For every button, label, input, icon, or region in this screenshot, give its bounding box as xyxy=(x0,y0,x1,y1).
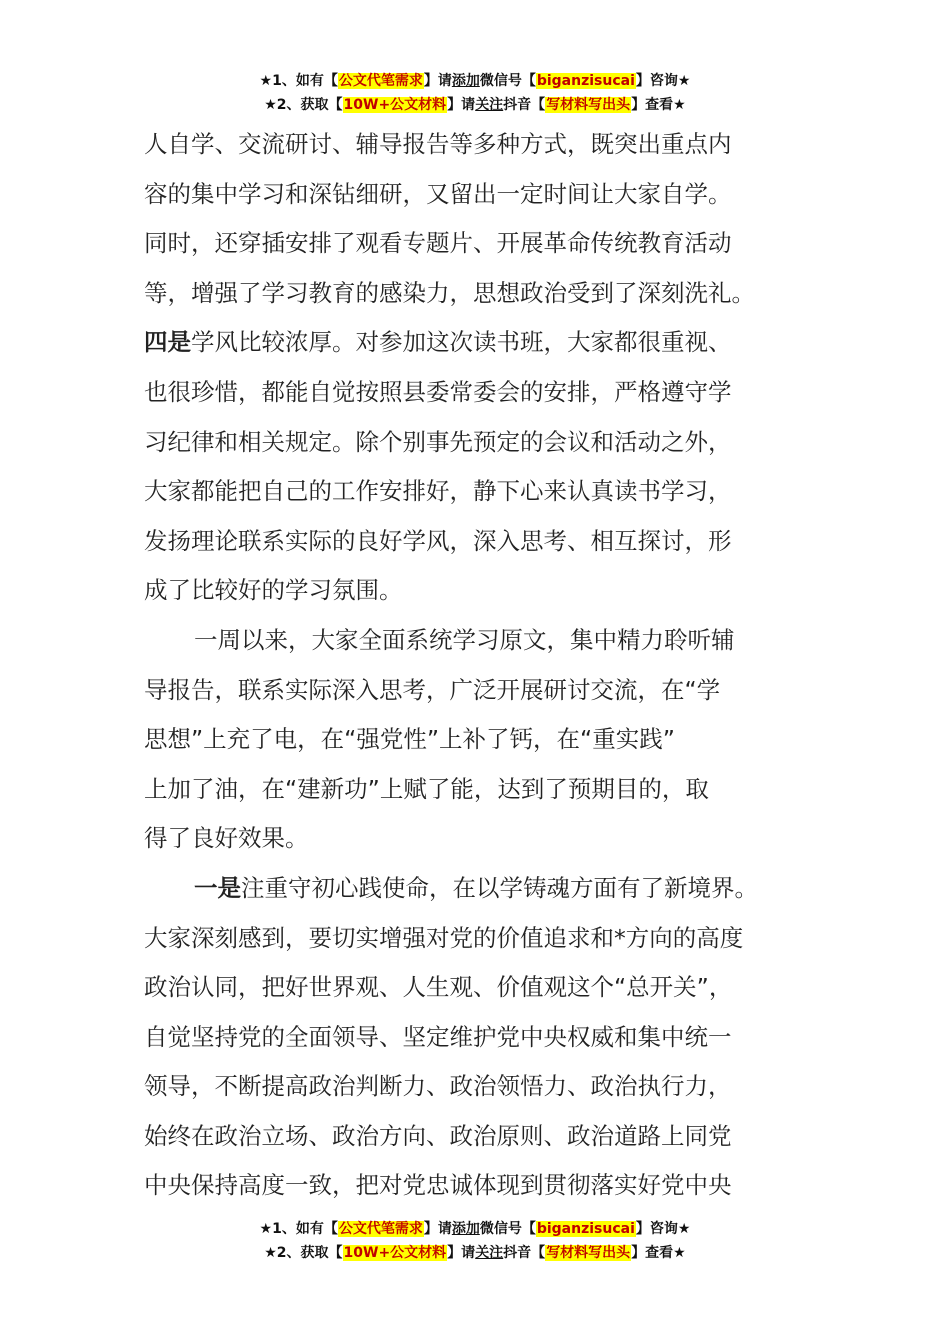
point-one-label: 一是 xyxy=(194,873,241,902)
body-line: 成了比较好的学习氛围。 xyxy=(144,576,403,605)
promo-line-1-prefix: ★1、如有【 xyxy=(259,1221,338,1237)
promo-line-2-mid2: 抖音【 xyxy=(503,1245,546,1261)
body-line: 同时，还穿插安排了观看专题片、开展革命传统教育活动 xyxy=(144,229,732,258)
promo-highlight-wechat-id: biganzisucai xyxy=(536,73,635,89)
promo-underline-add: 添加 xyxy=(451,73,480,89)
promo-line-2-mid: 】请 xyxy=(447,1245,476,1261)
point-four-label: 四是 xyxy=(144,328,191,357)
body-line: 容的集中学习和深钻细研，又留出一定时间让大家自学。 xyxy=(144,179,732,208)
body-line: 发扬理论联系实际的良好学风，深入思考、相互探讨，形 xyxy=(144,526,732,555)
promo-highlight-douyin: 写材料写出头 xyxy=(546,97,631,113)
promo-line-2-mid2: 抖音【 xyxy=(503,97,546,113)
body-line: 上加了油，在“建新功”上赋了能，达到了预期目的，取 xyxy=(144,774,709,803)
promo-underline-follow: 关注 xyxy=(475,1245,504,1261)
promo-line-2-suffix: 】查看★ xyxy=(631,97,686,113)
promo-underline-follow: 关注 xyxy=(475,97,504,113)
promo-highlight-wechat-id: biganzisucai xyxy=(536,1221,635,1237)
body-line: 自觉坚持党的全面领导、坚定维护党中央权威和集中统一 xyxy=(144,1022,732,1051)
bottom-promo-banner xyxy=(0,1217,950,1265)
promo-line-1-suffix: 】咨询★ xyxy=(635,1221,691,1237)
promo-highlight-service: 公文代笔需求 xyxy=(338,73,423,89)
promo-highlight-materials: 10W+公文材料 xyxy=(343,97,447,113)
body-line: 始终在政治立场、政治方向、政治原则、政治道路上同党 xyxy=(144,1121,732,1150)
paragraph-six-text: 注重守初心践使命，在以学铸魂方面有了新境界。 xyxy=(241,873,758,902)
promo-line-1 xyxy=(0,1217,950,1241)
document-body xyxy=(144,120,809,1211)
body-line: 大家都能把自己的工作安排好，静下心来认真读书学习， xyxy=(144,477,732,506)
promo-line-1-mid: 】请 xyxy=(423,73,452,89)
promo-highlight-service: 公文代笔需求 xyxy=(338,1221,423,1237)
promo-line-2 xyxy=(0,93,950,117)
promo-line-2-prefix: ★2、获取【 xyxy=(264,97,343,113)
promo-highlight-douyin: 写材料写出头 xyxy=(546,1245,631,1261)
body-line: 人自学、交流研讨、辅导报告等多种方式，既突出重点内 xyxy=(144,130,732,158)
promo-line-2-suffix: 】查看★ xyxy=(631,1245,686,1261)
promo-line-2-mid: 】请 xyxy=(447,97,476,113)
paragraph-five-first-line: 一周以来，大家全面系统学习原文，集中精力聆听辅 xyxy=(194,625,735,654)
promo-line-1-suffix: 】咨询★ xyxy=(635,73,691,89)
promo-line-1-mid2: 微信号【 xyxy=(479,1221,536,1237)
promo-line-2 xyxy=(0,1241,950,1265)
body-line: 中央保持高度一致，把对党忠诚体现到贯彻落实好党中央 xyxy=(144,1171,732,1200)
body-line: 等，增强了学习教育的感染力，思想政治受到了深刻洗礼。 xyxy=(144,278,755,307)
body-line: 也很珍惜，都能自觉按照县委常委会的安排，严格遵守学 xyxy=(144,377,732,406)
promo-highlight-materials: 10W+公文材料 xyxy=(343,1245,447,1261)
promo-line-1-mid: 】请 xyxy=(423,1221,452,1237)
promo-line-1-mid2: 微信号【 xyxy=(479,73,536,89)
promo-underline-add: 添加 xyxy=(451,1221,480,1237)
body-line: 导报告，联系实际深入思考，广泛开展研讨交流，在“学 xyxy=(144,675,721,704)
promo-line-1 xyxy=(0,69,950,93)
promo-line-2-prefix: ★2、获取【 xyxy=(264,1245,343,1261)
body-line: 习纪律和相关规定。除个别事先预定的会议和活动之外， xyxy=(144,427,732,456)
body-line: 思想”上充了电，在“强党性”上补了钙，在“重实践” xyxy=(144,725,675,754)
body-line: 大家深刻感到，要切实增强对党的价值追求和*方向的高度 xyxy=(144,923,744,952)
body-line: 政治认同，把好世界观、人生观、价值观这个“总开关”， xyxy=(144,973,733,1002)
body-line: 领导，不断提高政治判断力、政治领悟力、政治执行力， xyxy=(144,1072,732,1101)
paragraph-four-first-line xyxy=(144,318,809,368)
paragraph-four-text: 学风比较浓厚。对参加这次读书班，大家都很重视、 xyxy=(191,328,732,357)
top-promo-banner xyxy=(0,69,950,117)
body-line: 得了良好效果。 xyxy=(144,824,309,853)
paragraph-six-first-line xyxy=(144,864,809,914)
promo-line-1-prefix: ★1、如有【 xyxy=(259,73,338,89)
